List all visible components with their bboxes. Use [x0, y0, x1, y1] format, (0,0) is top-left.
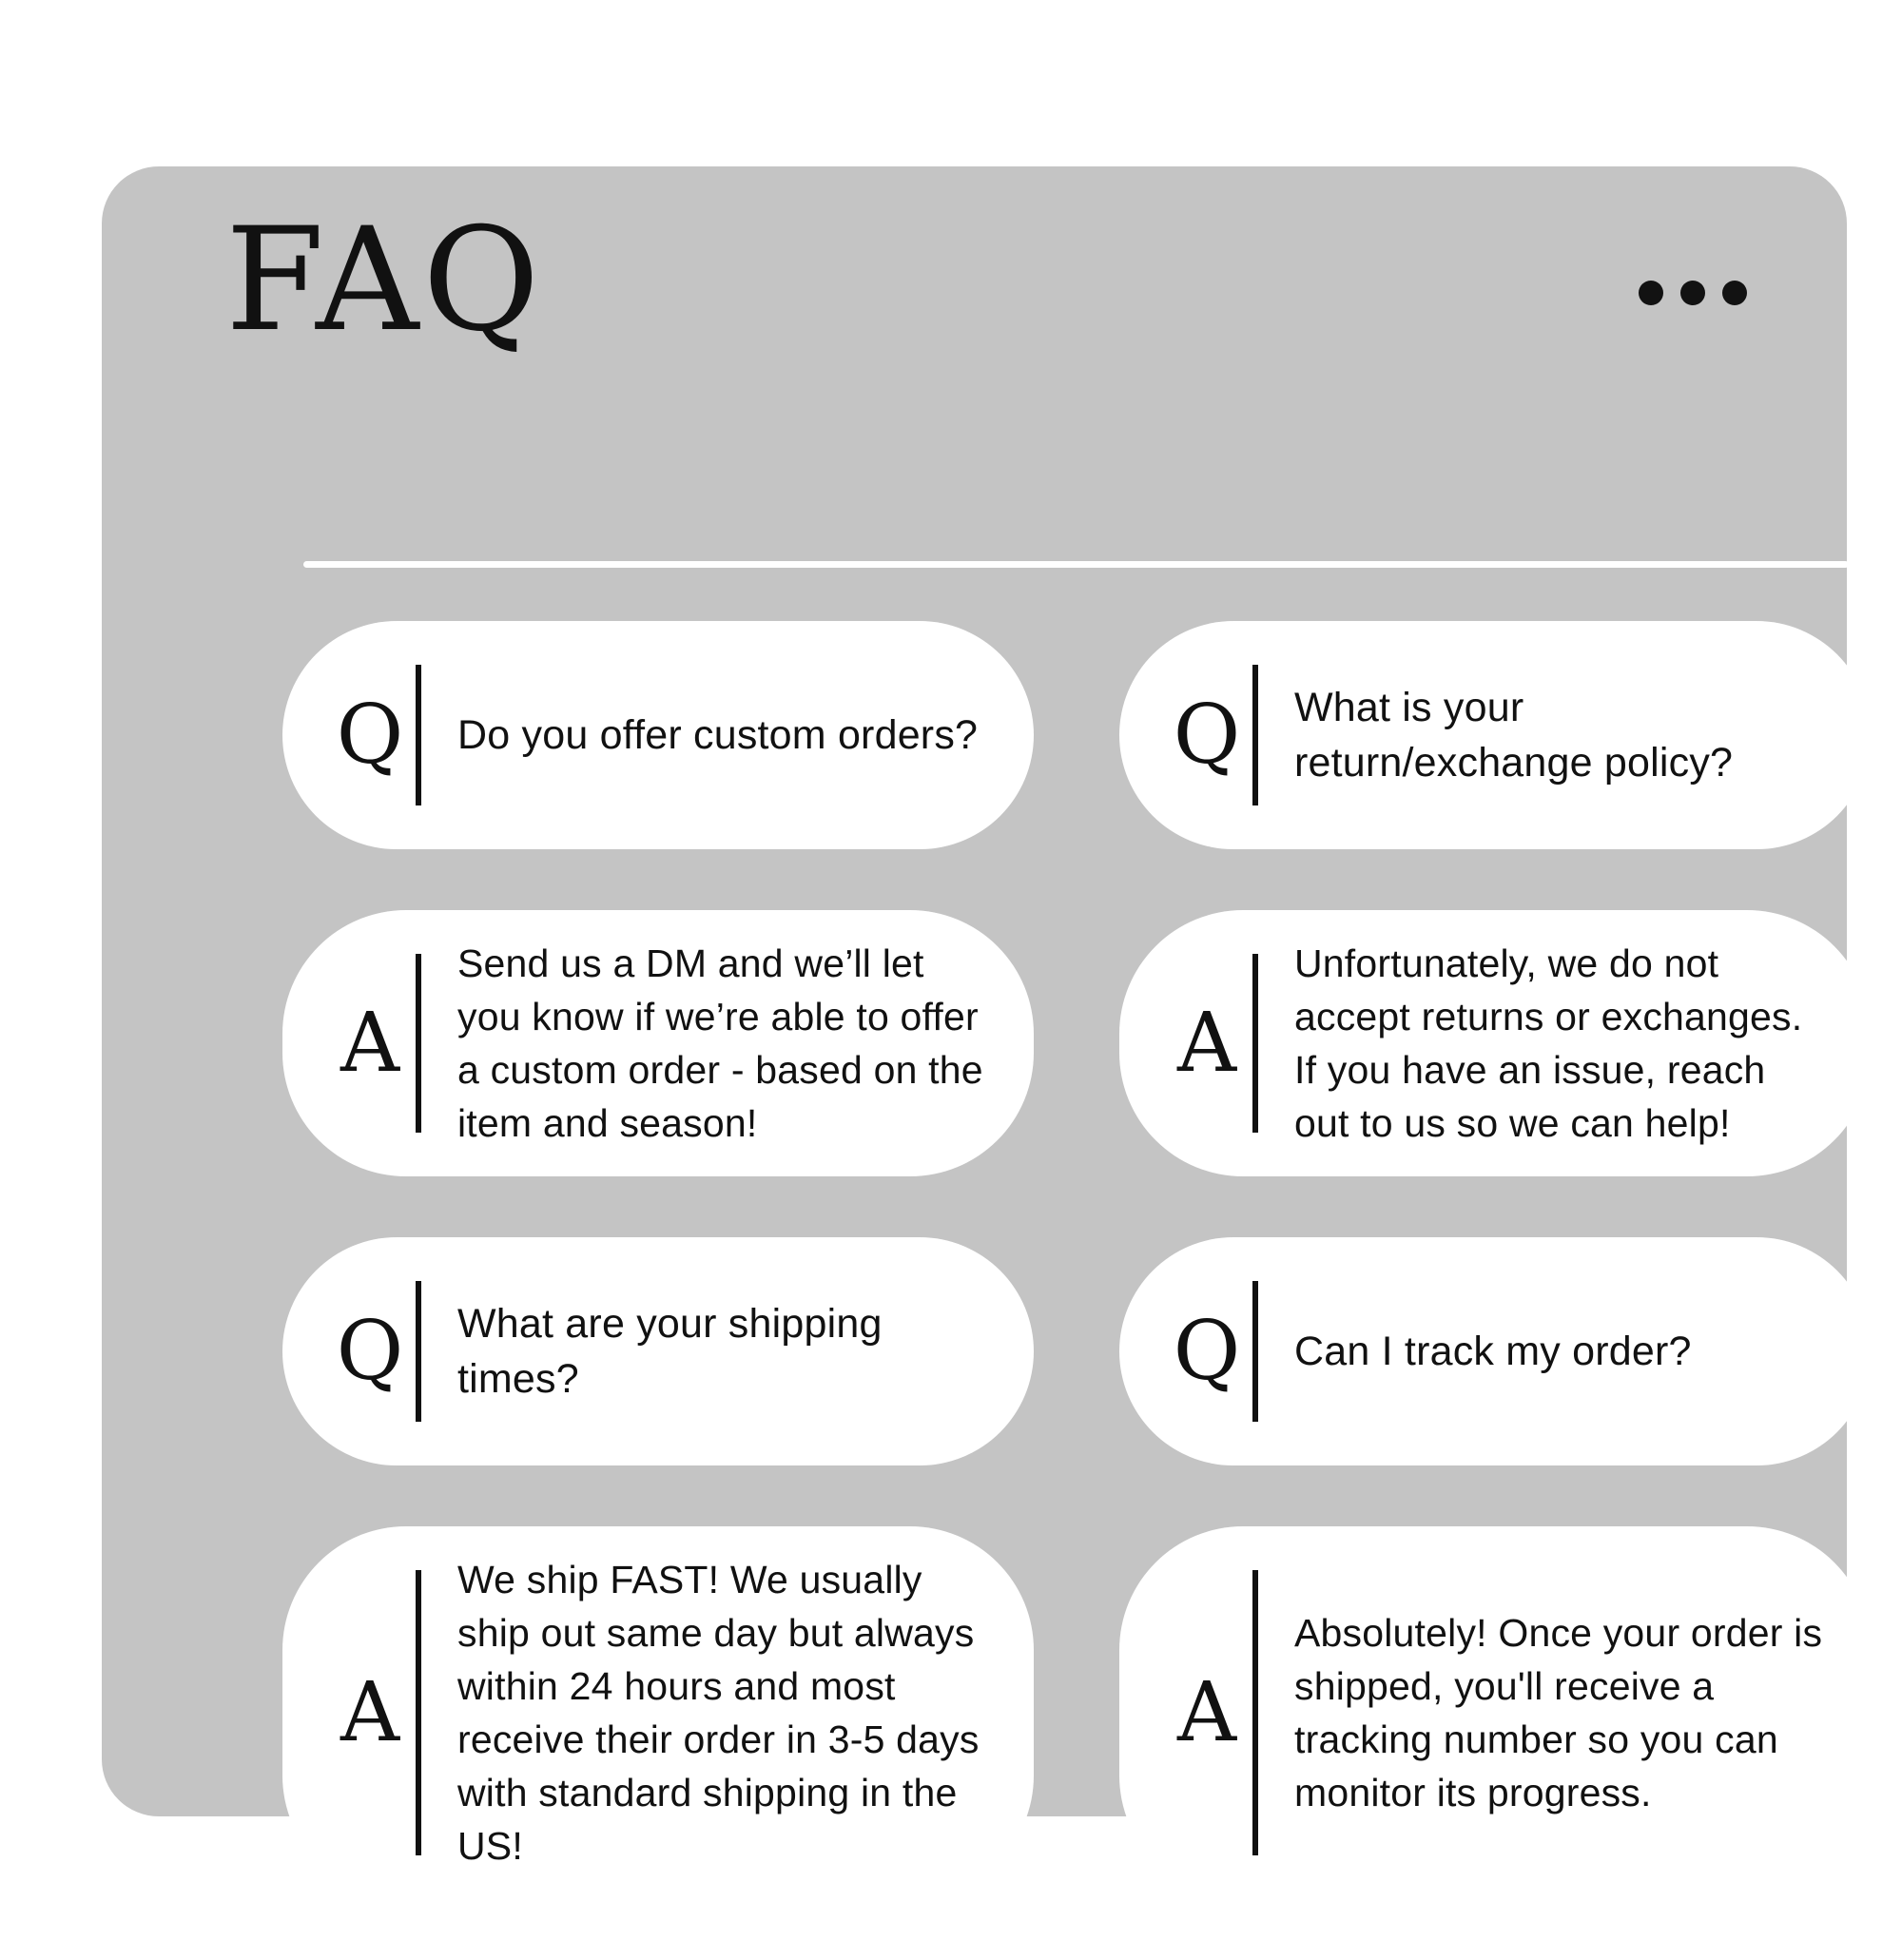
faq-grid	[282, 621, 1871, 1960]
faq-question-item[interactable]	[282, 1237, 1034, 1465]
answer-marker: A	[1176, 1665, 1237, 1760]
question-text: What are your shipping times?	[457, 1301, 883, 1402]
question-marker: Q	[336, 1304, 404, 1399]
faq-answer-item[interactable]	[1119, 910, 1871, 1176]
faq-card	[102, 166, 1847, 1868]
answer-marker: A	[340, 1665, 400, 1760]
faq-question-item[interactable]	[1119, 621, 1871, 849]
menu-dot	[1639, 281, 1663, 305]
question-text: Do you offer custom orders?	[457, 712, 979, 758]
question-marker: Q	[1173, 1304, 1241, 1399]
header-divider	[303, 561, 1849, 568]
question-text: Can I track my order?	[1294, 1329, 1692, 1374]
answer-text: Send us a DM and we’ll let you know if we’re able to offer a custom order - based on the item and season!	[457, 941, 983, 1145]
answer-text: We ship FAST! We usually ship out same day but always within 24 hours and most receive their order in 3-5 days with standard shipping in the US!	[457, 1558, 980, 1868]
answer-text: Absolutely! Once your order is shipped, you'll receive a tracking number so you can monitor its progress.	[1294, 1611, 1823, 1814]
question-marker: Q	[336, 688, 404, 783]
faq-question-item[interactable]	[1119, 1237, 1871, 1465]
menu-dot	[1680, 281, 1705, 305]
faq-answer-item[interactable]	[282, 1526, 1034, 1899]
more-horizontal-icon[interactable]	[1639, 281, 1747, 305]
page-title: FAQ	[225, 198, 544, 363]
answer-marker: A	[1176, 996, 1237, 1091]
answer-text: Unfortunately, we do not accept returns or exchanges. If you have an issue, reach out to us so we can help!	[1294, 941, 1803, 1145]
question-text: What is your return/exchange policy?	[1294, 685, 1734, 786]
question-marker: Q	[1173, 688, 1241, 783]
answer-marker: A	[340, 996, 400, 1091]
card-header	[225, 200, 1790, 409]
faq-question-item[interactable]	[282, 621, 1034, 849]
faq-answer-item[interactable]	[1119, 1526, 1871, 1899]
faq-answer-item[interactable]	[282, 910, 1034, 1176]
menu-dot	[1722, 281, 1747, 305]
